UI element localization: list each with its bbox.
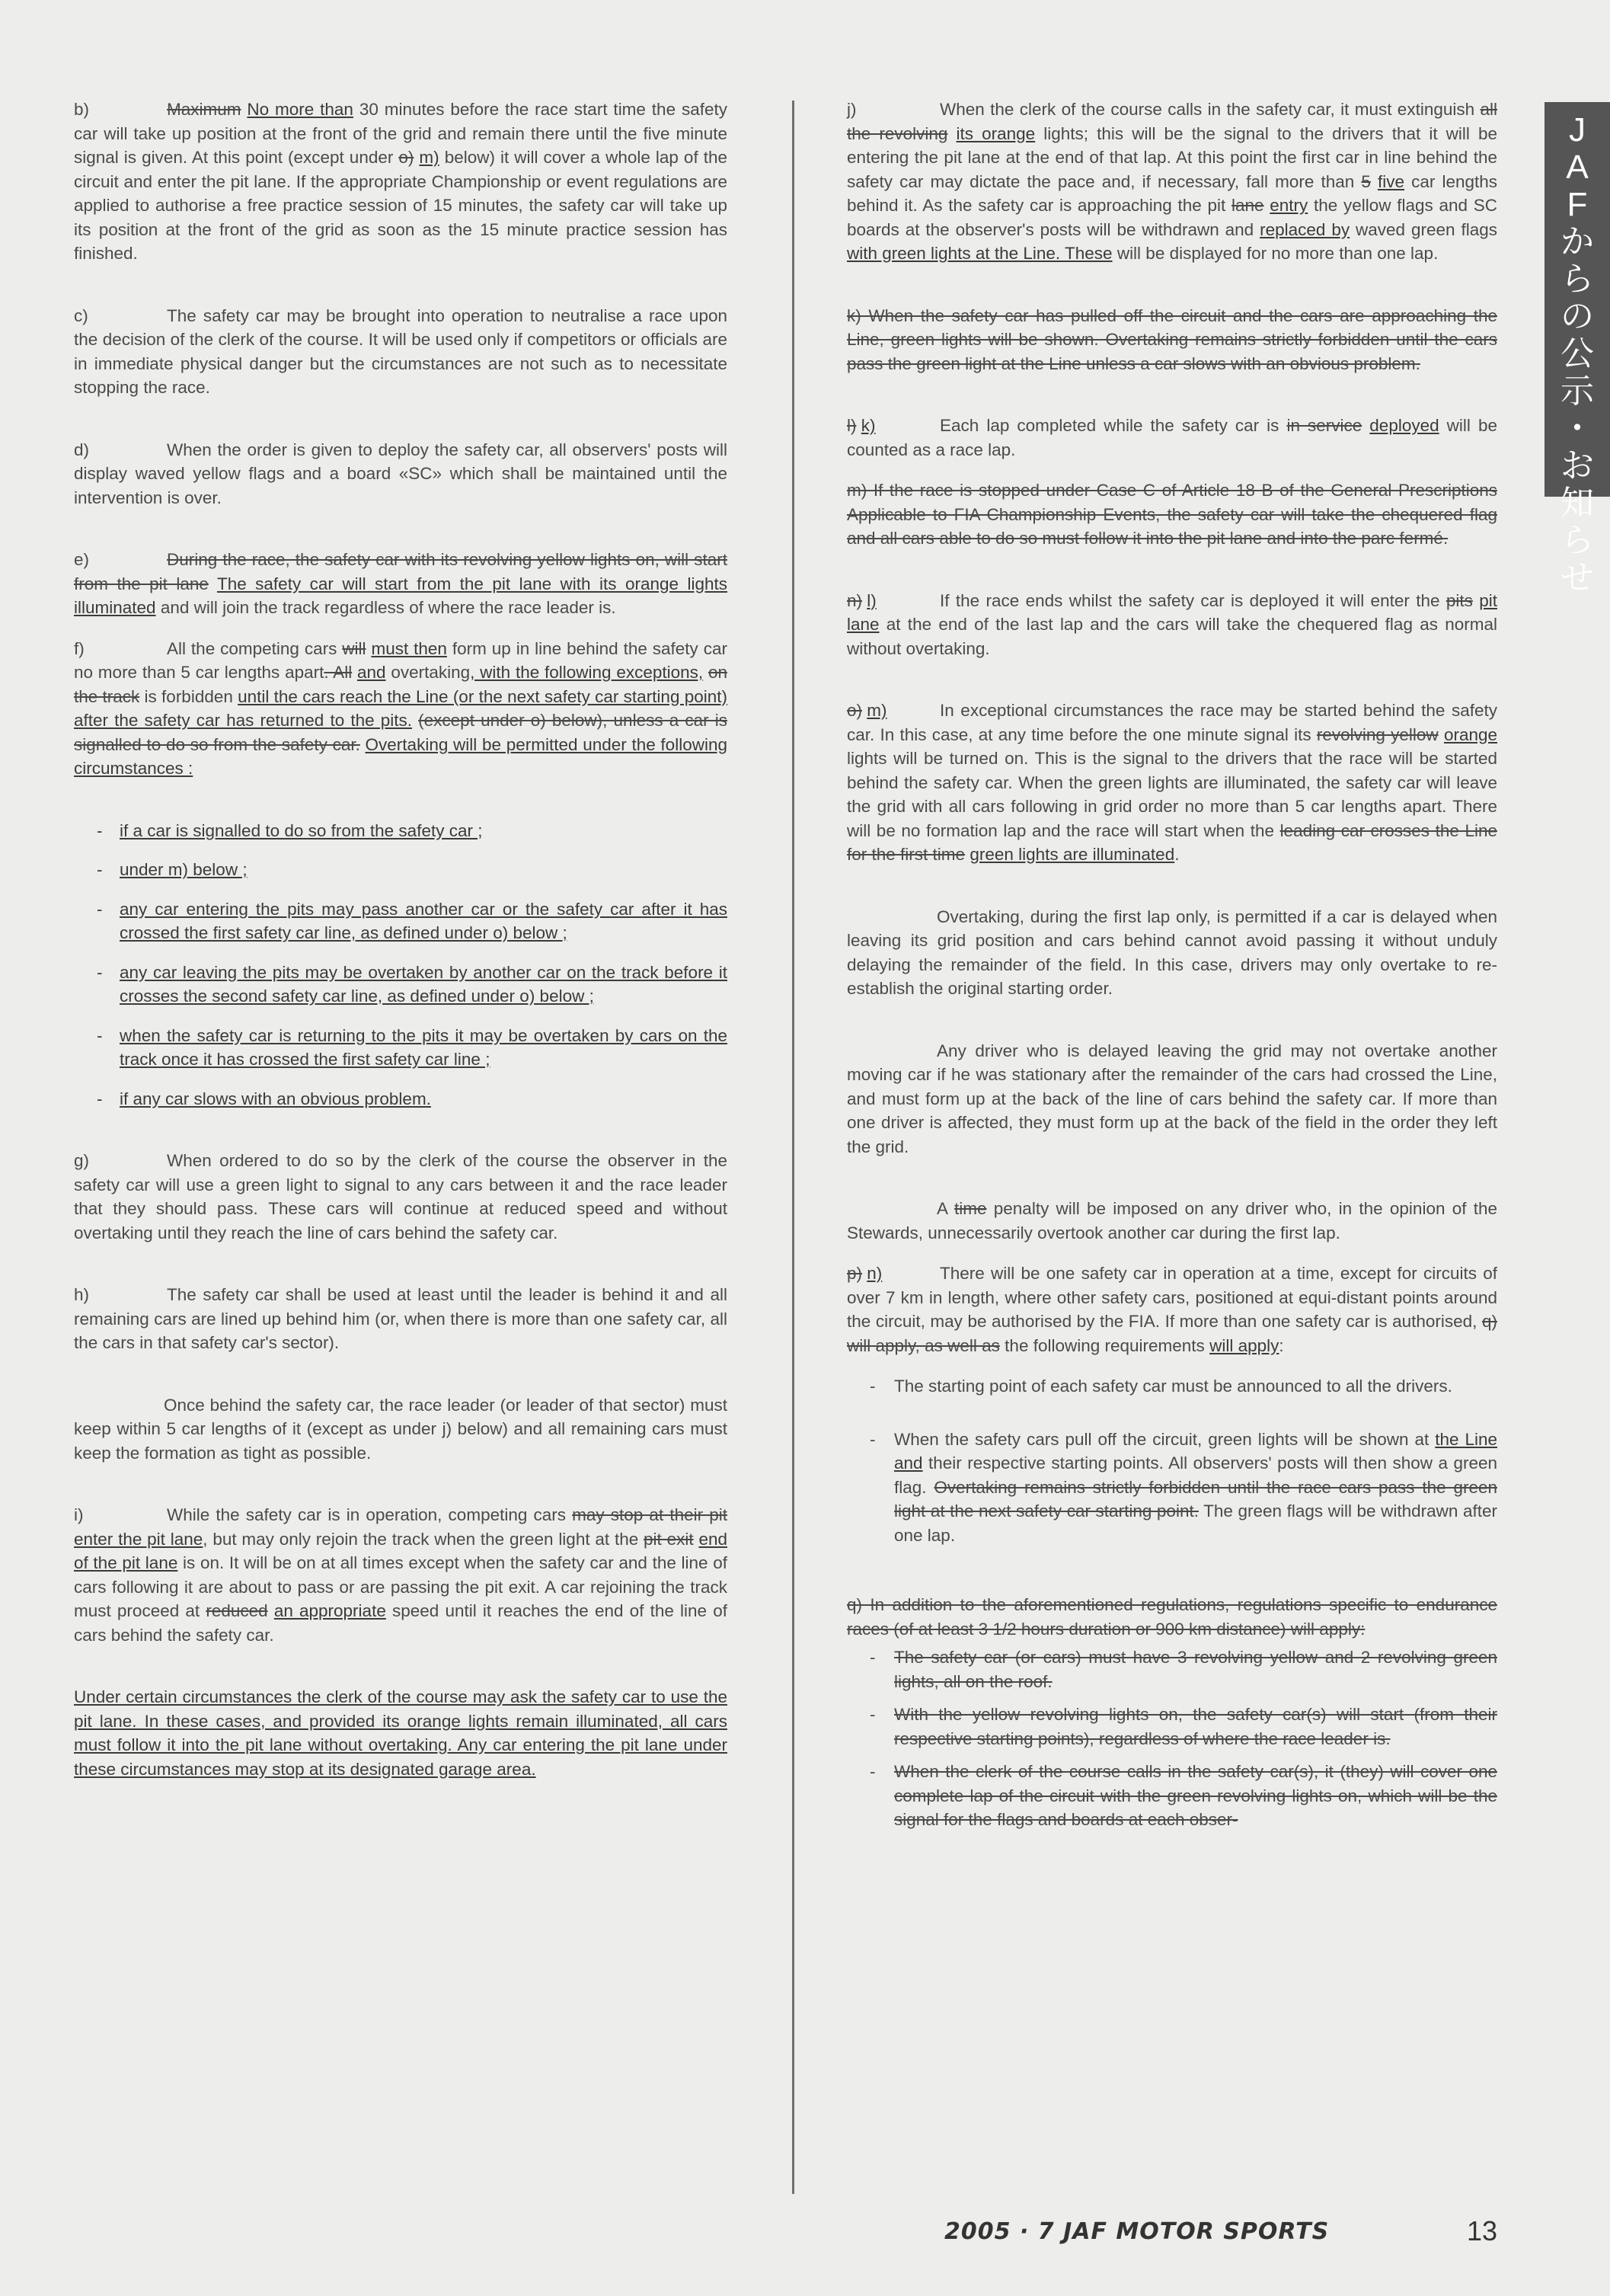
tab-char: J [1569,111,1586,149]
section-tab [1545,102,1610,596]
tab-char: 示 [1560,373,1594,410]
left-column [74,98,727,1781]
overtaking-exceptions-list [74,819,727,1111]
clause-l: n) l) If the race ends whilst the safety car is deployed it will enter the pits pit lane at the end of the last lap and the cars will take the chequered flag as normal without overtaking. [847,590,1497,658]
clause-n: p) n) There will be one safety car in operation at a time, except for circuits of over 7 km in length, where other safety cars, positioned at equi-distant points around the circuit, may be authorised by the FIA. If more than one safety car is authorised, q) will apply, as well as the following requirements will apply: [847,1264,1497,1355]
tab-char: ・ [1560,410,1594,447]
list-item: - With the yellow revolving lights on, the safety car(s) will start (from their respective starting points), regardless of where the race leader is. [847,1703,1497,1751]
clause-h: h) The safety car shall be used at least until the leader is behind it and all remaining cars are lined up behind him (or, when there is more than one safety car, all the cars in that safety car's sector). [74,1285,727,1352]
pit-lane-clause: Under certain circumstances the clerk of the course may ask the safety car to use the pit lane. In these cases, and provided its orange lights remain illuminated, all cars must follow it into the pit lane without overtaking. Any car entering the pit lane under these circumstances may stop at its designated garage area. [74,1687,727,1779]
tab-char: 知 [1560,484,1594,522]
list-item: - if any car slows with an obvious problem. [74,1087,727,1111]
list-item: - When the safety cars pull off the circuit, green lights will be shown at the Line and their respective starting points. All observers' posts will then show a green flag. Overtaking remains strictly forbidden until the race cars pass the green light at the next safety car starting point. The green flags will be withdrawn after one lap. [847,1428,1497,1548]
list-item: - The starting point of each safety car must be announced to all the drivers. [847,1374,1497,1399]
clause-j: j) When the clerk of the course calls in the safety car, it must extinguish all the revolving its orange lights; this will be the signal to the drivers that it will be entering the pit lane at the end of that lap. At this point the first car in line behind the safety car may dictate the pace and, if necessary, fall more than 5 five car lengths behind it. As the safety car is approaching the pit lane entry the yellow flags and SC boards at the observer's posts will be withdrawn and replaced by waved green flags with green lights at the Line. These will be displayed for no more than one lap. [847,100,1498,263]
clause-e: e) During the race, the safety car with its revolving yellow lights on, will start from the pit lane The safety car will start from the pit lane with its orange lights illuminated and will join the track regardless of where the race leader is. [74,550,727,617]
list-item: - if a car is signalled to do so from the safety car ; [74,819,727,843]
deleted-endurance-list [847,1645,1497,1832]
list-item: - under m) below ; [74,858,727,882]
clause-h-continued: Once behind the safety car, the race leader (or leader of that sector) must keep within 5 car lengths of it (except as under j) below) and all remaining cars must keep the formation as tight as possible. [74,1395,727,1463]
list-item: - When the clerk of the course calls in the safety car(s), it (they) will cover one complete lap of the circuit with the green revolving lights on, which will be the signal for the flags and boards at each obser- [847,1760,1497,1832]
list-item: - any car leaving the pits may be overtaken by another car on the track before it crosses the second safety car line, as defined under o) below ; [74,961,727,1009]
clause-b: b) Maximum No more than 30 minutes before the race start time the safety car will take up position at the front of the grid and remain there until the five minute signal is given. At this point (except under o) m) below) it will cover a whole lap of the circuit and enter the pit lane. If the appropriate Championship or event regulations are applied to authorise a free practice session of 15 minutes, the safety car will take up its position at the front of the grid as soon as the 15 minute practice session has finished. [74,100,727,263]
tab-char: お [1560,447,1594,484]
clause-f: f) All the competing cars will must then form up in line behind the safety car no more than 5 car lengths apart. All and overtaking, with the following exceptions, on the track is forbidden until the cars reach the Line (or the next safety car starting point) after the safety car has returned to the pits. (except under o) below), unless a car is signalled to do so from the safety car. Overtaking will be permitted under the following circumstances : [74,638,727,778]
tab-char: ら [1560,522,1594,559]
tab-char: の [1560,298,1594,335]
deleted-clause-q: q) In addition to the aforementioned regulations, regulations specific to endurance races (of at least 3 1/2 hours duration or 900 km distance) will apply: [847,1595,1497,1639]
clause-m-overtaking: Overtaking, during the first lap only, is permitted if a car is delayed when leaving its grid position and cars behind cannot avoid passing it without unduly delaying the remainder of the field. In this case, drivers may only overtake to re-establish the original starting order. [847,907,1497,998]
deleted-clause-m: m) If the race is stopped under Case C of Article 18 B of the General Prescriptions Applicable to FIA Championship Events, the safety car will take the chequered flag and all cars able to do so must follow it into the pit lane and into the parc fermé. [847,481,1497,548]
deleted-clause-k: k) When the safety car has pulled off the circuit and the cars are approaching the Line, green lights will be shown. Overtaking remains strictly forbidden until the cars pass the green light at the Line unless a car slows with an obvious problem. [847,305,1497,373]
tab-char: せ [1560,559,1594,596]
clause-m-penalty: A time penalty will be imposed on any driver who, in the opinion of the Stewards, unnecessarily overtook another car during the first lap. [847,1199,1497,1242]
page-number: 13 [1467,2215,1498,2246]
tab-char: ら [1560,261,1594,298]
list-item: - when the safety car is returning to the pits it may be overtaken by cars on the track once it has crossed the first safety car line ; [74,1024,727,1072]
clause-d: d) When the order is given to deploy the safety car, all observers' posts will display waved yellow flags and a board «SC» which shall be maintained until the intervention is over. [74,440,727,507]
tab-char: 公 [1560,335,1594,373]
list-item: - The safety car (or cars) must have 3 revolving yellow and 2 revolving green lights, all on the roof. [847,1645,1497,1693]
clause-m-delayed: Any driver who is delayed leaving the grid may not overtake another moving car if he was stationary after the remainder of the cars had crossed the Line, and must form up at the back of the line of cars behind the safety car. If more than one driver is affected, they must form up at the back of the field in the order they left the grid. [847,1041,1497,1156]
list-item: - any car entering the pits may pass another car or the safety car after it has crossed the first safety car line, as defined under o) below ; [74,897,727,945]
column-divider [792,101,794,2194]
clause-i: i) While the safety car is in operation, competing cars may stop at their pit enter the pit lane, but may only rejoin the track when the green light at the pit exit end of the pit lane is on. It will be on at all times except when the safety car and the line of cars following it are about to pass or are passing the pit exit. A car rejoining the track must proceed at reduced an appropriate speed until it reaches the end of the line of cars behind the safety car. [74,1505,727,1645]
clause-m: o) m) In exceptional circumstances the race may be started behind the safety car. In this case, at any time before the one minute signal its revolving yellow orange lights will be turned on. This is the signal to the drivers that the race will be started behind the safety car. When the green lights are illuminated, the safety car will leave the grid with all cars following in grid order no more than 5 car lengths apart. There will be no formation lap and the race will start when the leading car crosses the Line for the first time green lights are illuminated. [847,701,1497,864]
tab-char: A [1566,149,1589,186]
clause-c: c) The safety car may be brought into operation to neutralise a race upon the decision of the clerk of the course. It will be used only if competitors or officials are in immediate physical danger but the circumstances are not such as to necessitate stopping the race. [74,305,727,397]
clause-k: l) k) Each lap completed while the safety car is in service deployed will be counted as a race lap. [847,416,1497,459]
tab-char: か [1560,223,1594,261]
right-column [847,98,1497,1841]
multi-safety-car-requirements [847,1374,1497,1547]
tab-char: F [1567,186,1588,223]
magazine-footer: 2005 · 7 JAF MOTOR SPORTS [944,2218,1330,2245]
clause-g: g) When ordered to do so by the clerk of the course the observer in the safety car will use a green light to signal to any cars between it and the race leader that they should pass. These cars will continue at reduced speed and without overtaking until they reach the line of cars behind the safety car. [74,1151,727,1242]
